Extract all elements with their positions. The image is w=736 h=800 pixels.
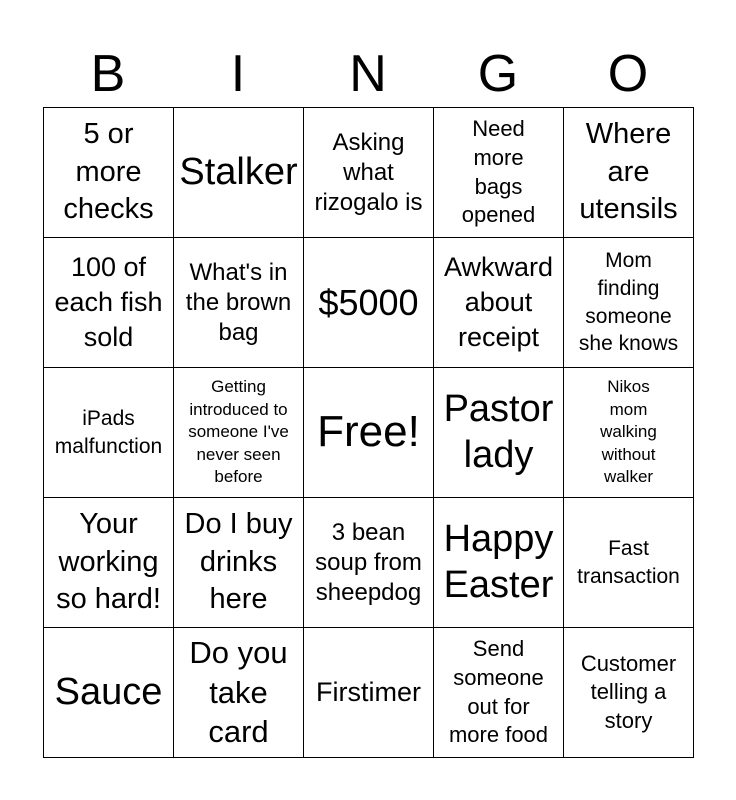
cell-text: Stalker — [179, 150, 298, 193]
cell-text: Sauce — [54, 670, 163, 713]
header-letter-b: B — [90, 45, 126, 103]
bingo-cell[interactable] — [304, 108, 434, 238]
cell-text: Need more bags opened — [461, 116, 536, 228]
header-letter-o: O — [607, 45, 649, 103]
bingo-cell[interactable] — [564, 108, 694, 238]
bingo-cell[interactable] — [44, 498, 174, 628]
bingo-cell[interactable] — [434, 108, 564, 238]
cell-text: Happy Easter — [443, 517, 554, 606]
header-letter-i: I — [230, 45, 246, 103]
cell-text: Firstimer — [316, 676, 421, 707]
bingo-cell[interactable] — [434, 368, 564, 498]
bingo-cell[interactable] — [434, 628, 564, 758]
bingo-header — [43, 40, 693, 108]
header-letter-n: N — [349, 45, 387, 103]
bingo-cell[interactable] — [174, 368, 304, 498]
bingo-cell[interactable] — [304, 238, 434, 368]
bingo-cell[interactable] — [304, 368, 434, 498]
cell-text: What's in the brown bag — [185, 258, 292, 346]
bingo-cell[interactable] — [174, 108, 304, 238]
bingo-cell[interactable] — [174, 628, 304, 758]
cell-text: Awkward about receipt — [443, 251, 554, 353]
cell-text: iPads malfunction — [54, 406, 163, 458]
header-letter-g: G — [477, 45, 519, 103]
bingo-cell[interactable] — [564, 498, 694, 628]
cell-text: Customer telling a story — [580, 650, 677, 733]
cell-text: Fast transaction — [577, 536, 680, 588]
cell-text: Asking what rizogalo is — [314, 128, 423, 216]
cell-text: 100 of each fish sold — [54, 251, 163, 353]
cell-text: Do you take card — [189, 635, 288, 750]
cell-text: Send someone out for more food — [448, 636, 549, 748]
cell-text: Mom finding someone she knows — [578, 249, 679, 356]
cell-text: $5000 — [318, 281, 419, 323]
bingo-cell[interactable] — [564, 238, 694, 368]
cell-text: 5 or more checks — [63, 117, 154, 226]
bingo-cell[interactable] — [174, 498, 304, 628]
bingo-cell[interactable] — [44, 368, 174, 498]
cell-text: Free! — [317, 407, 420, 457]
bingo-cell[interactable] — [304, 628, 434, 758]
bingo-cell[interactable] — [564, 628, 694, 758]
cell-text: Do I buy drinks here — [184, 507, 293, 616]
cell-text: 3 bean soup from sheepdog — [315, 518, 422, 606]
cell-text: Your working so hard! — [56, 507, 161, 616]
bingo-cell[interactable] — [434, 498, 564, 628]
bingo-cell[interactable] — [434, 238, 564, 368]
bingo-cell[interactable] — [304, 498, 434, 628]
bingo-cell[interactable] — [44, 108, 174, 238]
bingo-cell[interactable] — [44, 628, 174, 758]
cell-text: Where are utensils — [579, 117, 678, 226]
cell-text: Pastor lady — [443, 387, 554, 476]
bingo-cell[interactable] — [44, 238, 174, 368]
cell-text: Nikos mom walking without walker — [600, 377, 657, 487]
bingo-cell[interactable] — [564, 368, 694, 498]
bingo-grid — [43, 107, 694, 758]
bingo-cell[interactable] — [174, 238, 304, 368]
cell-text: Getting introduced to someone I've never seen before — [188, 377, 289, 487]
